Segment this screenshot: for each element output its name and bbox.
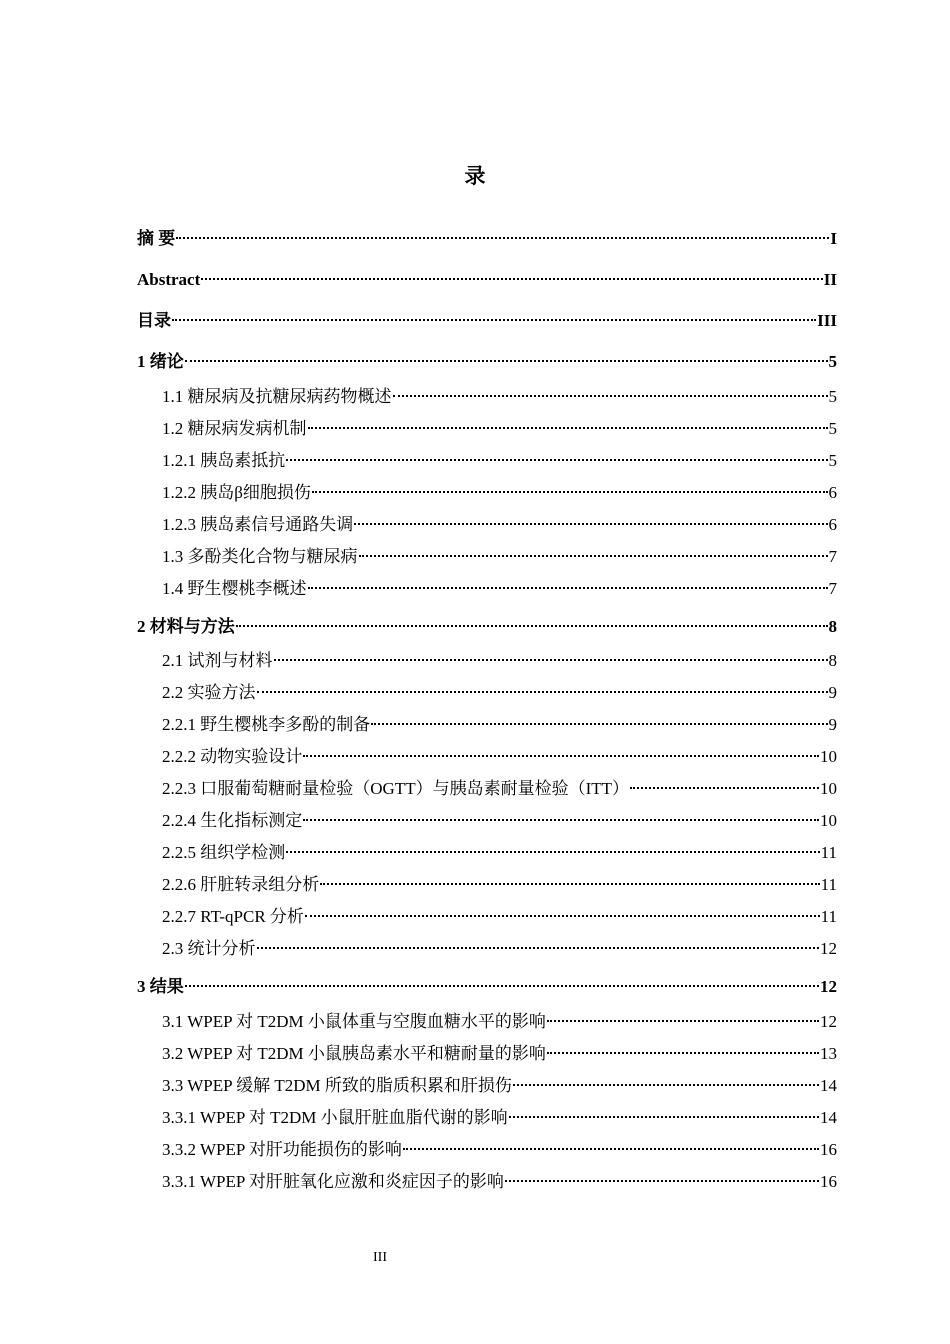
toc-entry-label: 3.3.1 WPEP 对 T2DM 小鼠肝脏血脂代谢的影响 <box>162 1108 508 1127</box>
toc-entry[interactable] <box>137 1138 837 1162</box>
toc-entry[interactable] <box>137 513 837 537</box>
toc-entry-page: 5 <box>828 419 837 438</box>
toc-entry-page: 12 <box>820 1012 837 1031</box>
toc-leader-dots <box>403 1147 819 1150</box>
toc-entry-page: 7 <box>828 547 837 566</box>
toc-entry-page: 10 <box>820 811 837 830</box>
toc-leader-dots <box>257 690 828 693</box>
toc-entry-page: 5 <box>828 387 837 406</box>
toc-leader-dots <box>286 850 819 853</box>
toc-entry-label: 2.1 试剂与材料 <box>162 651 273 670</box>
toc-entry-page: 16 <box>820 1140 837 1159</box>
toc-entry-page: 13 <box>820 1044 837 1063</box>
toc-entry-page: 12 <box>820 977 837 996</box>
toc-entry-page: 10 <box>820 779 837 798</box>
toc-entry-label: Abstract <box>137 270 201 289</box>
toc-entry-label: 摘 要 <box>137 229 176 248</box>
toc-entry[interactable] <box>137 745 837 769</box>
toc-entry-label: 3.3.1 WPEP 对肝脏氧化应激和炎症因子的影响 <box>162 1172 504 1191</box>
toc-entry[interactable] <box>137 615 837 639</box>
toc-leader-dots <box>303 818 819 821</box>
toc-entry[interactable] <box>137 577 837 601</box>
toc-entry-label: 3.3.2 WPEP 对肝功能损伤的影响 <box>162 1140 402 1159</box>
toc-entry[interactable] <box>137 385 837 409</box>
toc-entry-page: 6 <box>828 515 837 534</box>
toc-leader-dots <box>305 914 820 917</box>
toc-entry-label: 2 材料与方法 <box>137 617 235 636</box>
toc-entry-page: 16 <box>820 1172 837 1191</box>
toc-entry-label: 1.2.2 胰岛β细胞损伤 <box>162 483 311 502</box>
toc-entry-label: 2.2.1 野生樱桃李多酚的制备 <box>162 715 371 734</box>
toc-entry[interactable] <box>137 1106 837 1130</box>
toc-leader-dots <box>393 394 828 397</box>
toc-entry[interactable] <box>137 713 837 737</box>
toc-leader-dots <box>201 277 823 280</box>
toc-entry-page: 5 <box>828 451 837 470</box>
toc-entry[interactable] <box>137 649 837 673</box>
toc-entry[interactable] <box>137 1010 837 1034</box>
toc-entry-page: 8 <box>828 651 837 670</box>
toc-entry[interactable] <box>137 227 837 251</box>
toc-entry-label: 1.4 野生樱桃李概述 <box>162 579 307 598</box>
toc-entry-page: II <box>823 270 837 289</box>
toc-entry[interactable] <box>137 809 837 833</box>
toc-entry[interactable] <box>137 1042 837 1066</box>
toc-leader-dots <box>630 786 819 789</box>
toc-entry[interactable] <box>137 350 837 374</box>
toc-entry-label: 1.3 多酚类化合物与糖尿病 <box>162 547 358 566</box>
toc-entry-page: 11 <box>820 875 837 894</box>
toc-entry-page: I <box>830 229 837 248</box>
toc-entry[interactable] <box>137 449 837 473</box>
toc-entry-page: 14 <box>820 1108 837 1127</box>
toc-entry-page: 14 <box>820 1076 837 1095</box>
toc-entry[interactable] <box>137 681 837 705</box>
page-number-footer: III <box>373 1250 387 1265</box>
toc-entry-page: 12 <box>820 939 837 958</box>
toc-leader-dots <box>354 522 827 525</box>
toc-entry-label: 3.2 WPEP 对 T2DM 小鼠胰岛素水平和糖耐量的影响 <box>162 1044 546 1063</box>
page-title: 录 <box>464 164 486 188</box>
toc-leader-dots <box>359 554 828 557</box>
toc-entry[interactable] <box>137 841 837 865</box>
toc-entry[interactable] <box>137 417 837 441</box>
toc-leader-dots <box>236 624 828 627</box>
toc-entry-label: 2.2.3 口服葡萄糖耐量检验（OGTT）与胰岛素耐量检验（ITT） <box>162 779 630 798</box>
toc-entry-label: 2.3 统计分析 <box>162 939 256 958</box>
toc-entry-label: 3.3 WPEP 缓解 T2DM 所致的脂质积累和肝损伤 <box>162 1076 512 1095</box>
toc-leader-dots <box>312 490 828 493</box>
toc-leader-dots <box>547 1051 819 1054</box>
toc-entry-label: 2.2.2 动物实验设计 <box>162 747 303 766</box>
toc-leader-dots <box>513 1083 819 1086</box>
toc-entry-label: 1 绪论 <box>137 352 184 371</box>
toc-leader-dots <box>308 586 828 589</box>
toc-entry-label: 1.2.1 胰岛素抵抗 <box>162 451 286 470</box>
toc-leader-dots <box>185 984 819 987</box>
toc-entry-page: III <box>817 311 837 330</box>
toc-entry[interactable] <box>137 268 837 292</box>
toc-leader-dots <box>274 658 828 661</box>
toc-entry-label: 1.2.3 胰岛素信号通路失调 <box>162 515 354 534</box>
toc-leader-dots <box>505 1179 819 1182</box>
toc-entry-label: 目录 <box>137 311 171 330</box>
toc-entry-label: 1.1 糖尿病及抗糖尿病药物概述 <box>162 387 392 406</box>
toc-leader-dots <box>172 318 816 321</box>
toc-entry[interactable] <box>137 937 837 961</box>
toc-entry-page: 9 <box>828 683 837 702</box>
toc-entry[interactable] <box>137 777 837 801</box>
toc-entry-page: 9 <box>828 715 837 734</box>
toc-entry-label: 3 结果 <box>137 977 184 996</box>
toc-entry[interactable] <box>137 545 837 569</box>
toc-entry-label: 2.2.5 组织学检测 <box>162 843 286 862</box>
toc-leader-dots <box>320 882 819 885</box>
toc-entry-label: 2.2.4 生化指标测定 <box>162 811 303 830</box>
toc-entry-label: 1.2 糖尿病发病机制 <box>162 419 307 438</box>
toc-entry-label: 2.2.7 RT-qPCR 分析 <box>162 907 304 926</box>
toc-entry-page: 11 <box>820 843 837 862</box>
toc-entry-label: 3.1 WPEP 对 T2DM 小鼠体重与空腹血糖水平的影响 <box>162 1012 546 1031</box>
toc-leader-dots <box>185 359 828 362</box>
toc-leader-dots <box>286 458 827 461</box>
toc-entry-page: 10 <box>820 747 837 766</box>
toc-leader-dots <box>176 236 829 239</box>
toc-entry[interactable] <box>137 1170 837 1194</box>
toc-entry[interactable] <box>137 481 837 505</box>
toc-entry[interactable] <box>137 309 837 333</box>
toc-entry-page: 7 <box>828 579 837 598</box>
toc-entry-label: 2.2 实验方法 <box>162 683 256 702</box>
toc-entry[interactable] <box>137 1074 837 1098</box>
toc-entry[interactable] <box>137 975 837 999</box>
toc-entry-page: 5 <box>828 352 837 371</box>
toc-entry-label: 2.2.6 肝脏转录组分析 <box>162 875 320 894</box>
toc-leader-dots <box>547 1019 819 1022</box>
toc-leader-dots <box>371 722 827 725</box>
toc-entry-page: 6 <box>828 483 837 502</box>
toc-entry-page: 11 <box>820 907 837 926</box>
toc-leader-dots <box>509 1115 819 1118</box>
toc-leader-dots <box>308 426 828 429</box>
toc-leader-dots <box>303 754 819 757</box>
toc-leader-dots <box>257 946 820 949</box>
toc-entry-page: 8 <box>828 617 837 636</box>
toc-entry[interactable] <box>137 905 837 929</box>
toc-entry[interactable] <box>137 873 837 897</box>
